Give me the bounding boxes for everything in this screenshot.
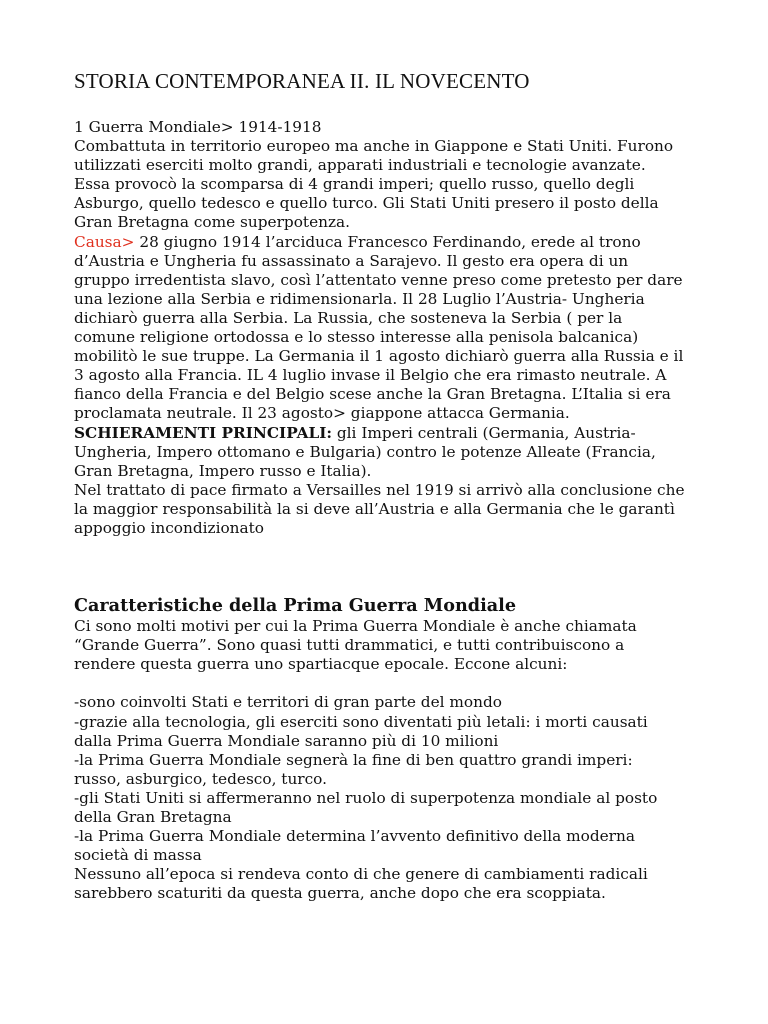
paragraph-line: dichiarò guerra alla Serbia. La Russia, che sosteneva la Serbia ( per la [74,308,623,327]
section-first-world-war [74,118,714,538]
paragraph-line: sarebbero scaturiti da questa guerra, anche dopo che era scoppiata. [74,884,606,903]
bullet-line: -grazie alla tecnologia, gli eserciti sono diventati più letali: i morti causati [74,712,648,731]
paragraph-line: Essa provocò la scomparsa di 4 grandi imperi; quello russo, quello degli [74,175,635,194]
document-title: STORIA CONTEMPORANEA II. IL NOVECENTO [74,69,530,93]
paragraph-line: Nessuno all’epoca si rendeva conto di che genere di cambiamenti radicali [74,865,648,884]
paragraph-line: utilizzati eserciti molto grandi, apparati industriali e tecnologie avanzate. [74,156,646,175]
cause-line [74,233,714,252]
war-dates-line: 1 Guerra Mondiale> 1914-1918 [74,118,322,136]
section-spacer [74,538,714,595]
paragraph-line: della Gran Bretagna [74,808,232,826]
paragraph-line: mobilitò le sue truppe. La Germania il 1 agosto dichiarò guerra alla Russia e il [74,347,684,366]
cause-label: Causa> [74,232,135,251]
paragraph-line: dalla Prima Guerra Mondiale saranno più di 10 milioni [74,731,499,750]
paragraph-line: Gran Bretagna, Impero russo e Italia). [74,461,372,480]
document-page [74,68,714,903]
paragraph-line: fianco della Francia e del Belgio scese anche la Gran Bretagna. L’Italia si era [74,385,671,404]
paragraph-line: “Grande Guerra”. Sono quasi tutti drammatici, e tutti contribuiscono a [74,636,625,655]
paragraph-line: Asburgo, quello tedesco e quello turco. Gli Stati Uniti presero il posto della [74,194,659,213]
section-heading: Caratteristiche della Prima Guerra Mondiale [74,595,517,617]
paragraph-line: una lezione alla Serbia e ridimensionarla. Il 28 Luglio l’Austria- Ungheria [74,289,645,308]
paragraph-line: 3 agosto alla Francia. IL 4 luglio invase il Belgio che era rimasto neutrale. A [74,366,667,385]
paragraph-line: Ci sono molti motivi per cui la Prima Guerra Mondiale è anche chiamata [74,617,637,636]
paragraph-line: appoggio incondizionato [74,518,265,537]
bullet-line: -la Prima Guerra Mondiale determina l’avvento definitivo della moderna [74,827,635,846]
paragraph-line: la maggior responsabilità la si deve all’Austria e alla Germania che le garantì [74,499,675,518]
cause-text: 28 giugno 1914 l’arciduca Francesco Ferdinando, erede al trono [134,232,641,251]
bullet-line: -sono coinvolti Stati e territori di gran parte del mondo [74,693,502,712]
paragraph-line: Combattuta in territorio europeo ma anche in Giappone e Stati Uniti. Furono [74,137,674,156]
paragraph-line: comune religione ortodossa e lo stesso interesse alla penisola balcanica) [74,328,639,347]
paragraph-line: gruppo irredentista slavo, così l’attentato venne preso come pretesto per dare [74,270,683,289]
paragraph-line: d’Austria e Ungheria fu assassinato a Sarajevo. Il gesto era opera di un [74,251,629,270]
blank-line [74,674,714,693]
paragraph-line: russo, asburgico, tedesco, turco. [74,769,327,788]
paragraph-line: Nel trattato di pace firmato a Versailles nel 1919 si arrivò alla conclusione che [74,480,685,499]
alliances-label: SCHIERAMENTI PRINCIPALI: [74,423,333,442]
alliances-text: gli Imperi centrali (Germania, Austria- [332,423,636,442]
paragraph-line: proclamata neutrale. Il 23 agosto> giappone attacca Germania. [74,404,570,423]
paragraph-line: Gran Bretagna come superpotenza. [74,213,351,232]
paragraph-line: rendere questa guerra uno spartiacque epocale. Eccone alcuni: [74,655,568,674]
bullet-line: -gli Stati Uniti si affermeranno nel ruolo di superpotenza mondiale al posto [74,788,658,807]
bullet-line: -la Prima Guerra Mondiale segnerà la fine di ben quattro grandi imperi: [74,750,633,769]
section-characteristics [74,595,714,903]
alliances-line [74,424,714,443]
paragraph-line: società di massa [74,846,202,865]
paragraph-line: Ungheria, Impero ottomano e Bulgaria) contro le potenze Alleate (Francia, [74,442,656,461]
